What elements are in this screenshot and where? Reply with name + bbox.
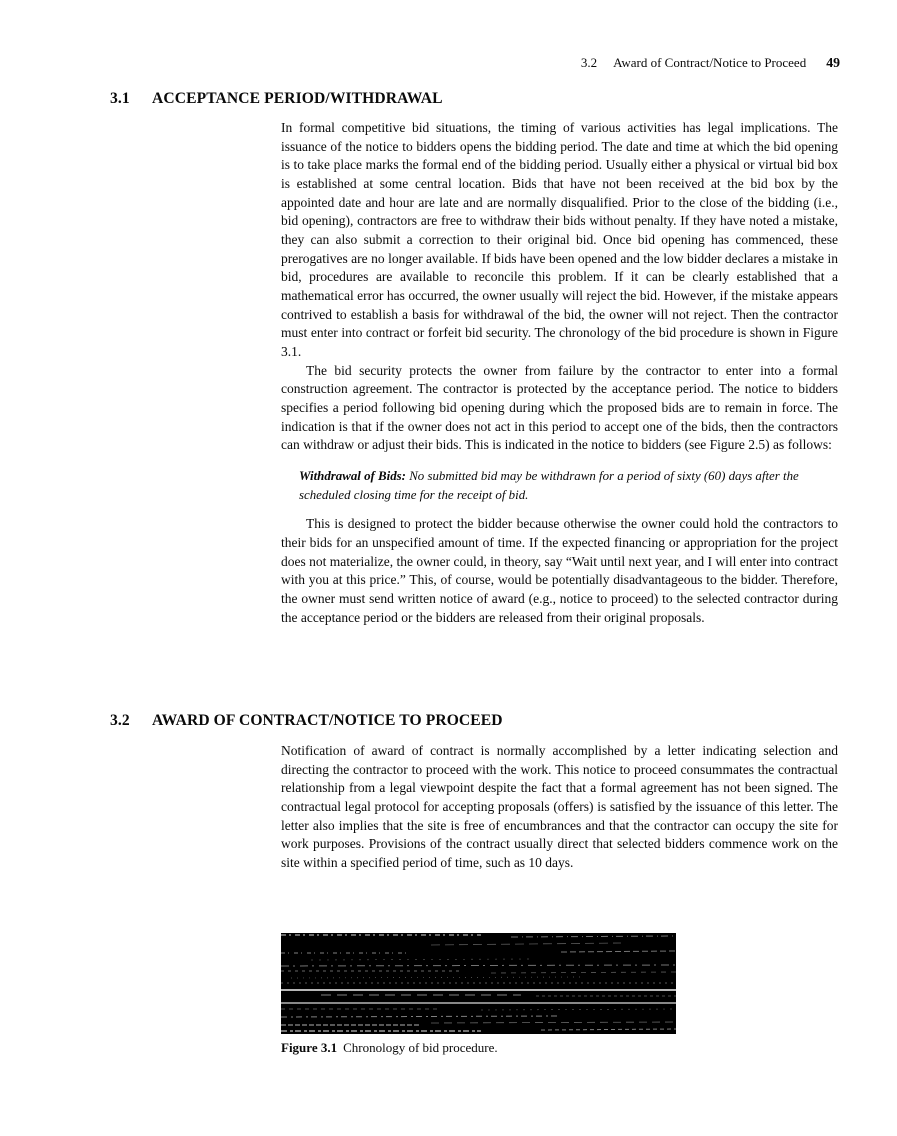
figure-image (281, 933, 676, 1034)
section-3-1-number: 3.1 (110, 90, 130, 107)
running-header-page-number: 49 (826, 55, 840, 70)
figure-caption-text: Chronology of bid procedure. (343, 1040, 498, 1055)
section-3-1-body (281, 119, 838, 627)
figure-caption-label: Figure 3.1 (281, 1040, 338, 1055)
figure-caption (281, 1040, 498, 1056)
section-3-2-body (281, 742, 838, 873)
withdrawal-of-bids-quote (299, 467, 838, 505)
quote-body: No submitted bid may be withdrawn for a period of sixty (60) days after the scheduled closing time for the receipt of bid. (299, 468, 799, 502)
paragraph: In formal competitive bid situations, the timing of various activities has legal implications. The issuance of the notice to bidders opens the bidding period. The date and time at which the bid opening is to take place marks the formal end of the bidding period. Usually either a physical or virtual bid box is established at some central location. Bids that have not been received at the bid box by the appointed date and hour are late and are normally disqualified. Prior to the close of the bidding (i.e., bid opening), contractors are free to withdraw their bids without penalty. If they have noted a mistake, they can also submit a correction to their original bid. Once bid opening has commenced, these prerogatives are no longer available. If bids have been opened and the low bidder declares a mistake in bid, procedures are available to reconcile this problem. If it can be clearly established that a mathematical error has occurred, the owner usually will reject the bid. However, if the mistake appears contrived to establish a basis for withdrawal of the bid, the owner will not reject. Then the contractor must enter into contract or forfeit bid security. The chronology of the bid procedure is shown in Figure 3.1. (281, 120, 838, 359)
section-3-1-title: ACCEPTANCE PERIOD/WITHDRAWAL (152, 90, 443, 107)
section-3-2-number: 3.2 (110, 712, 130, 729)
section-3-2-heading (110, 712, 503, 730)
quote-lead: Withdrawal of Bids: (299, 468, 406, 483)
running-header-section-number: 3.2 (580, 55, 598, 70)
running-header (581, 55, 840, 71)
figure-3-1-scan (281, 933, 676, 1034)
section-3-2-title: AWARD OF CONTRACT/NOTICE TO PROCEED (152, 712, 503, 729)
section-3-1-heading (110, 90, 443, 108)
paragraph: This is designed to protect the bidder because otherwise the owner could hold the contractors to their bids for an unspecified amount of time. If the expected financing or appropriation for the project does not materialize, the owner could, in theory, say “Wait until next year, and I will enter into contract with you at this price.” This, of course, would be potentially disadvantageous to the bidder. Therefore, the owner must send written notice of award (e.g., notice to proceed) to the selected contractor during the acceptance period or the bidders are released from their original proposals. (281, 516, 838, 625)
paragraph: The bid security protects the owner from failure by the contractor to enter into a formal construction agreement. The contractor is protected by the acceptance period. The notice to bidders specifies a period following bid opening during which the proposed bids are to remain in force. The indication is that if the owner does not act in this period to accept one of the bids, then the contractors can withdraw or adjust their bids. This is indicated in the notice to bidders (see Figure 2.5) as follows: (281, 362, 838, 453)
paragraph: Notification of award of contract is normally accomplished by a letter indicating selection and directing the contractor to proceed with the work. This notice to proceed consummates the contractual relationship from a legal viewpoint despite the fact that a formal agreement has not been signed. The contractual legal protocol for accepting proposals (offers) is satisfied by the issuance of this letter. The letter also implies that the site is free of encumbrances and that the contractor can occupy the site for work purposes. Provisions of the contract usually direct that selected bidders commence work on the site within a specified period of time, such as 10 days. (281, 743, 838, 870)
running-header-title: Award of Contract/Notice to Proceed (613, 55, 807, 70)
